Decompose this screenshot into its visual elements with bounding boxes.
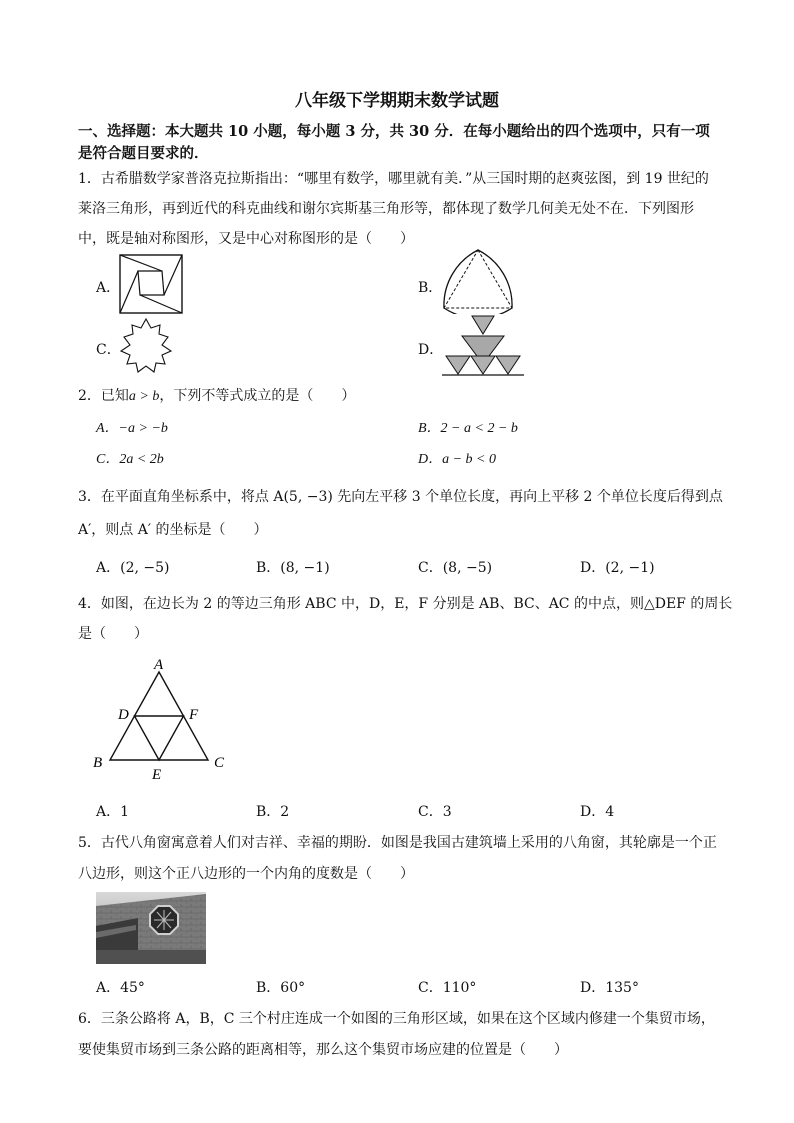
q1-option-b-label[interactable]: B． [418, 280, 443, 296]
q4-text-cont: 是（ ） [78, 626, 148, 642]
q5-option-b[interactable]: B．60° [256, 980, 306, 996]
point-e-label: E [152, 767, 162, 783]
vertex-c-label: C [214, 755, 225, 771]
q4-option-d[interactable]: D．4 [580, 804, 615, 820]
q4-text: 4．如图，在边长为 2 的等边三角形 ABC 中，D，E，F 分别是 AB、BC、AC 的中点，则△DEF 的周长 [78, 596, 733, 612]
q3-text-cont: A′，则点 A′ 的坐标是（ ） [78, 522, 268, 538]
q3-option-d[interactable]: D．(2, −1) [580, 560, 655, 576]
q6-text-cont: 要使集贸市场到三条公路的距离相等，那么这个集贸市场应建的位置是（ ） [78, 1042, 568, 1058]
sierpinski-triangle-figure [440, 312, 526, 378]
q4-option-b[interactable]: B．2 [256, 804, 290, 820]
octagonal-window-photo [96, 892, 206, 964]
q1-text-cont: 中，既是轴对称图形，又是中心对称图形的是（ ） [78, 231, 414, 247]
triangle-abc-figure [90, 652, 240, 784]
koch-snowflake-figure [116, 316, 176, 376]
q1-option-c-label[interactable]: C． [96, 342, 121, 358]
q5-option-d[interactable]: D．135° [580, 980, 639, 996]
zhaoshuang-diagram-figure [118, 253, 184, 315]
q3-option-a[interactable]: A．(2, −5) [96, 560, 170, 576]
q1-option-d-label[interactable]: D． [418, 342, 444, 358]
q1-text: 1．古希腊数学家普洛克拉斯指出：“哪里有数学，哪里就有美．”从三国时期的赵爽弦图，到 19 世纪的 [78, 171, 709, 187]
vertex-a-label: A [154, 657, 164, 673]
q2-option-b[interactable]: B．2 − a < 2 − b [418, 421, 518, 436]
page-title: 八年级下学期期末数学试题 [295, 91, 499, 111]
q5-option-c[interactable]: C．110° [418, 980, 477, 996]
point-f-label: F [189, 707, 199, 723]
q6-text: 6．三条公路将 A，B，C 三个村庄连成一个如图的三角形区域，如果在这个区域内修建一个集贸市场， [78, 1011, 715, 1027]
q2-option-d[interactable]: D．a − b < 0 [418, 452, 497, 467]
q2-text: 2．已知a > b，下列不等式成立的是（ ） [78, 388, 356, 404]
q5-text-cont: 八边形，则这个正八边形的一个内角的度数是（ ） [78, 866, 414, 882]
q3-option-b[interactable]: B．(8, −1) [256, 560, 330, 576]
q4-option-a[interactable]: A．1 [96, 804, 130, 820]
section-heading-cont: 是符合题目要求的． [78, 145, 209, 162]
q1-option-a-label[interactable]: A． [96, 280, 121, 296]
q1-text-cont: 莱洛三角形，再到近代的科克曲线和谢尔宾斯基三角形等，都体现了数学几何美无处不在．下列图形 [78, 201, 694, 217]
q4-option-c[interactable]: C．3 [418, 804, 452, 820]
q5-option-a[interactable]: A．45° [96, 980, 145, 996]
section-heading: 一、选择题：本大题共 10 小题，每小题 3 分，共 30 分．在每小题给出的四个选项中，只有一项 [78, 123, 710, 140]
q3-text: 3．在平面直角坐标系中，将点 A(5, −3) 先向左平移 3 个单位长度，再向上平移 2 个单位长度后得到点 [78, 489, 723, 505]
q3-option-c[interactable]: C．(8, −5) [418, 560, 493, 576]
reuleaux-triangle-figure [440, 246, 516, 314]
q5-text: 5．古代八角窗寓意着人们对吉祥、幸福的期盼．如图是我国古建筑墙上采用的八角窗，其轮廓是一个正 [78, 835, 717, 851]
q2-option-a[interactable]: A．−a > −b [96, 421, 168, 436]
vertex-b-label: B [93, 755, 103, 771]
q2-option-c[interactable]: C．2a < 2b [96, 452, 164, 467]
point-d-label: D [118, 707, 129, 723]
